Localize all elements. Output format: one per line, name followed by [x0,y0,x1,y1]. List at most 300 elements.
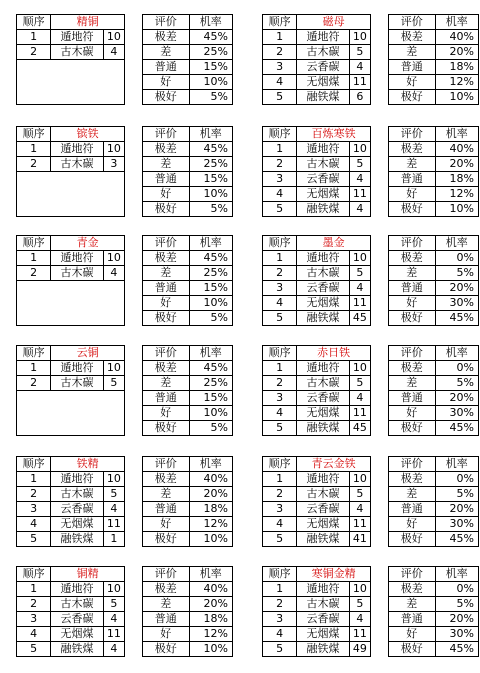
probability-table [388,566,479,657]
seq-header: 顺序 [17,236,51,251]
seq-cell: 4 [17,627,51,642]
table-header-row [389,457,479,472]
probability-cell: 0% [435,582,478,597]
material-table [16,126,125,217]
rating-cell: 好 [143,517,190,532]
table-row [389,532,479,547]
rating-cell: 差 [389,157,436,172]
quantity-cell: 4 [349,60,370,75]
seq-cell: 5 [263,532,297,547]
seq-cell: 1 [263,472,297,487]
table-header-row [17,457,125,472]
seq-cell: 1 [17,142,51,157]
table-row [263,266,371,281]
table-row [263,296,371,311]
seq-cell: 4 [263,187,297,202]
rating-cell: 好 [389,517,436,532]
table-row [17,612,125,627]
probability-table [142,126,233,217]
rating-cell: 好 [389,296,436,311]
quantity-cell: 3 [103,157,124,172]
quantity-cell: 4 [103,612,124,627]
seq-cell: 1 [17,472,51,487]
material-cell: 遁地符 [297,30,349,45]
probability-cell: 5% [435,487,478,502]
table-row [143,30,233,45]
probability-cell: 45% [435,642,478,657]
seq-cell: 4 [263,517,297,532]
rating-cell: 极差 [143,361,190,376]
material-cell: 融铁煤 [297,90,349,105]
empty-row [17,60,125,105]
probability-header: 机率 [189,127,232,142]
probability-cell: 15% [189,172,232,187]
probability-cell: 10% [189,296,232,311]
probability-cell: 5% [435,266,478,281]
probability-cell: 0% [435,251,478,266]
material-table [262,566,371,657]
table-row [263,60,371,75]
table-row [17,532,125,547]
table-row [143,251,233,266]
material-cell: 无烟煤 [297,627,349,642]
rating-cell: 极好 [389,642,436,657]
quantity-cell: 45 [349,421,370,436]
seq-cell: 4 [263,296,297,311]
material-table [16,345,125,436]
table-row [143,406,233,421]
material-cell: 融铁煤 [297,311,349,326]
rating-header: 评价 [389,567,436,582]
table-row [17,517,125,532]
seq-cell: 3 [263,502,297,517]
table-row [263,45,371,60]
table-row [17,361,125,376]
table-row [143,202,233,217]
quantity-cell: 5 [349,376,370,391]
quantity-cell: 49 [349,642,370,657]
probability-cell: 40% [189,582,232,597]
table-row [389,172,479,187]
seq-cell: 3 [263,612,297,627]
material-cell: 古木碳 [51,487,103,502]
rating-cell: 极好 [143,642,190,657]
table-row [389,406,479,421]
table-row [389,311,479,326]
rating-cell: 普通 [143,502,190,517]
seq-cell: 3 [17,502,51,517]
material-block [16,126,240,217]
quantity-cell: 10 [103,361,124,376]
probability-table [142,235,233,326]
table-row [263,202,371,217]
rating-header: 评价 [143,15,190,30]
table-row [143,532,233,547]
table-row [17,30,125,45]
table-row [263,472,371,487]
rating-cell: 好 [143,187,190,202]
quantity-cell: 4 [103,502,124,517]
probability-cell: 25% [189,45,232,60]
probability-cell: 18% [189,612,232,627]
table-row [389,421,479,436]
material-table [262,456,371,547]
material-table [16,566,125,657]
table-row [143,60,233,75]
material-cell: 古木碳 [297,45,349,60]
table-row [389,642,479,657]
rating-cell: 极差 [143,251,190,266]
probability-cell: 12% [189,627,232,642]
material-block [262,235,480,326]
table-row [143,582,233,597]
table-row [389,627,479,642]
quantity-cell: 11 [103,627,124,642]
probability-cell: 15% [189,60,232,75]
quantity-cell: 5 [103,597,124,612]
seq-cell: 5 [17,532,51,547]
probability-header: 机率 [435,346,478,361]
material-table [16,456,125,547]
table-header-row [263,15,371,30]
probability-cell: 45% [435,532,478,547]
table-row [143,45,233,60]
quantity-cell: 5 [349,45,370,60]
quantity-cell: 6 [349,90,370,105]
probability-cell: 10% [435,202,478,217]
material-cell: 无烟煤 [297,187,349,202]
table-row [389,472,479,487]
quantity-cell: 41 [349,532,370,547]
table-row [263,142,371,157]
table-row [389,597,479,612]
table-row [263,75,371,90]
quantity-cell: 10 [349,472,370,487]
table-row [17,582,125,597]
rating-cell: 极好 [389,311,436,326]
rating-cell: 极差 [143,30,190,45]
rating-header: 评价 [389,457,436,472]
table-row [143,487,233,502]
material-cell: 融铁煤 [51,532,103,547]
table-header-row [143,346,233,361]
material-cell: 融铁煤 [297,421,349,436]
rating-cell: 普通 [143,281,190,296]
table-row [263,90,371,105]
seq-cell: 5 [263,311,297,326]
probability-cell: 18% [435,172,478,187]
table-header-row [17,567,125,582]
seq-cell: 2 [17,45,51,60]
table-row [389,157,479,172]
table-row [143,391,233,406]
rating-cell: 差 [389,597,436,612]
material-table [16,14,125,105]
probability-cell: 45% [189,30,232,45]
table-row [17,487,125,502]
table-row [263,391,371,406]
seq-cell: 2 [263,376,297,391]
material-cell: 遁地符 [297,472,349,487]
table-row [389,251,479,266]
material-cell: 无烟煤 [51,627,103,642]
rating-cell: 差 [389,487,436,502]
table-header-row [143,236,233,251]
rating-cell: 好 [389,627,436,642]
quantity-cell: 4 [103,45,124,60]
probability-table [142,566,233,657]
probability-cell: 45% [189,142,232,157]
material-block [16,566,240,657]
rating-cell: 普通 [143,172,190,187]
table-row [389,361,479,376]
material-cell: 云香碳 [297,391,349,406]
probability-header: 机率 [189,457,232,472]
seq-cell: 3 [263,391,297,406]
table-header-row [17,346,125,361]
seq-cell: 2 [263,266,297,281]
probability-header: 机率 [189,346,232,361]
probability-cell: 30% [435,517,478,532]
probability-header: 机率 [435,567,478,582]
table-header-row [143,127,233,142]
probability-cell: 12% [435,187,478,202]
probability-cell: 10% [189,642,232,657]
material-cell: 古木碳 [297,597,349,612]
quantity-cell: 11 [349,296,370,311]
quantity-cell: 10 [349,361,370,376]
table-row [143,421,233,436]
seq-cell: 2 [17,376,51,391]
table-row [389,391,479,406]
seq-header: 顺序 [263,236,297,251]
material-block [262,566,480,657]
item-title: 磁母 [297,15,371,30]
seq-header: 顺序 [263,346,297,361]
quantity-cell: 5 [349,487,370,502]
quantity-cell: 4 [349,172,370,187]
rating-cell: 普通 [143,612,190,627]
seq-cell: 5 [263,642,297,657]
table-row [263,187,371,202]
material-block [16,345,240,436]
probability-cell: 20% [189,487,232,502]
probability-cell: 5% [435,597,478,612]
rating-cell: 差 [143,266,190,281]
table-row [263,251,371,266]
probability-cell: 10% [189,532,232,547]
rating-cell: 普通 [143,60,190,75]
table-row [263,532,371,547]
rating-cell: 普通 [389,612,436,627]
table-row [389,612,479,627]
table-row [263,376,371,391]
quantity-cell: 10 [103,30,124,45]
seq-cell: 1 [17,30,51,45]
probability-table [388,456,479,547]
item-title: 赤日铁 [297,346,371,361]
rating-cell: 极好 [143,532,190,547]
rating-header: 评价 [389,346,436,361]
material-cell: 遁地符 [51,142,103,157]
seq-cell: 2 [263,157,297,172]
probability-header: 机率 [435,457,478,472]
table-row [389,75,479,90]
probability-cell: 40% [189,472,232,487]
table-row [263,502,371,517]
material-cell: 遁地符 [297,251,349,266]
quantity-cell: 5 [103,487,124,502]
material-table [262,235,371,326]
table-header-row [263,567,371,582]
material-cell: 古木碳 [297,487,349,502]
seq-cell: 1 [17,251,51,266]
material-cell: 云香碳 [51,612,103,627]
material-cell: 古木碳 [51,597,103,612]
probability-cell: 25% [189,266,232,281]
rating-header: 评价 [143,567,190,582]
table-row [143,376,233,391]
table-header-row [17,15,125,30]
rating-cell: 差 [389,266,436,281]
table-row [17,251,125,266]
quantity-cell: 11 [349,517,370,532]
quantity-cell: 1 [103,532,124,547]
probability-table [388,126,479,217]
table-header-row [263,457,371,472]
material-cell: 古木碳 [51,376,103,391]
quantity-cell: 10 [103,472,124,487]
probability-cell: 18% [435,60,478,75]
quantity-cell: 4 [349,391,370,406]
material-cell: 古木碳 [51,157,103,172]
rating-cell: 好 [143,627,190,642]
probability-cell: 12% [435,75,478,90]
item-title: 寒铜金精 [297,567,371,582]
quantity-cell: 4 [349,502,370,517]
probability-cell: 15% [189,281,232,296]
table-row [263,421,371,436]
material-cell: 遁地符 [297,361,349,376]
material-cell: 云香碳 [297,60,349,75]
table-row [263,627,371,642]
table-row [263,30,371,45]
probability-cell: 0% [435,472,478,487]
probability-header: 机率 [189,236,232,251]
probability-table [142,345,233,436]
rating-cell: 好 [143,75,190,90]
seq-cell: 1 [263,361,297,376]
table-header-row [263,236,371,251]
probability-cell: 30% [435,627,478,642]
probability-header: 机率 [435,127,478,142]
table-row [17,266,125,281]
rating-cell: 极差 [389,361,436,376]
quantity-cell: 11 [349,187,370,202]
material-cell: 古木碳 [51,45,103,60]
seq-cell: 4 [17,517,51,532]
table-row [143,142,233,157]
table-row [143,517,233,532]
table-header-row [389,236,479,251]
table-row [263,361,371,376]
probability-header: 机率 [435,236,478,251]
material-table [262,14,371,105]
probability-cell: 5% [189,202,232,217]
probability-cell: 20% [435,281,478,296]
probability-cell: 5% [189,421,232,436]
rating-header: 评价 [143,346,190,361]
quantity-cell: 4 [349,202,370,217]
seq-header: 顺序 [263,457,297,472]
quantity-cell: 5 [349,157,370,172]
material-cell: 无烟煤 [297,75,349,90]
material-block [262,126,480,217]
seq-cell: 5 [263,90,297,105]
quantity-cell: 5 [103,376,124,391]
rating-cell: 好 [389,406,436,421]
quantity-cell: 4 [349,281,370,296]
item-title: 铁精 [51,457,125,472]
probability-cell: 5% [189,90,232,105]
rating-cell: 极差 [143,582,190,597]
table-row [143,187,233,202]
seq-header: 顺序 [17,127,51,142]
item-title: 镔铁 [51,127,125,142]
table-header-row [389,127,479,142]
table-row [263,642,371,657]
table-row [143,157,233,172]
material-table [262,345,371,436]
rating-header: 评价 [143,457,190,472]
material-block [262,14,480,105]
material-cell: 云香碳 [297,281,349,296]
quantity-cell: 10 [103,142,124,157]
rating-header: 评价 [389,15,436,30]
table-row [143,311,233,326]
probability-header: 机率 [189,15,232,30]
seq-cell: 3 [263,281,297,296]
material-cell: 无烟煤 [297,406,349,421]
rating-cell: 差 [143,45,190,60]
quantity-cell: 45 [349,311,370,326]
probability-cell: 20% [435,157,478,172]
table-row [17,45,125,60]
rating-cell: 普通 [389,391,436,406]
quantity-cell: 5 [349,266,370,281]
seq-header: 顺序 [17,346,51,361]
table-row [389,45,479,60]
material-cell: 遁地符 [51,251,103,266]
rating-cell: 极好 [389,90,436,105]
table-row [389,30,479,45]
table-row [17,627,125,642]
material-cell: 无烟煤 [51,517,103,532]
quantity-cell: 10 [103,251,124,266]
table-row [17,157,125,172]
seq-header: 顺序 [17,15,51,30]
quantity-cell: 11 [349,75,370,90]
table-row [263,172,371,187]
probability-cell: 18% [189,502,232,517]
material-block [262,345,480,436]
table-row [17,142,125,157]
probability-cell: 10% [189,187,232,202]
table-row [17,376,125,391]
item-title: 精铜 [51,15,125,30]
material-cell: 古木碳 [297,266,349,281]
material-block [16,235,240,326]
